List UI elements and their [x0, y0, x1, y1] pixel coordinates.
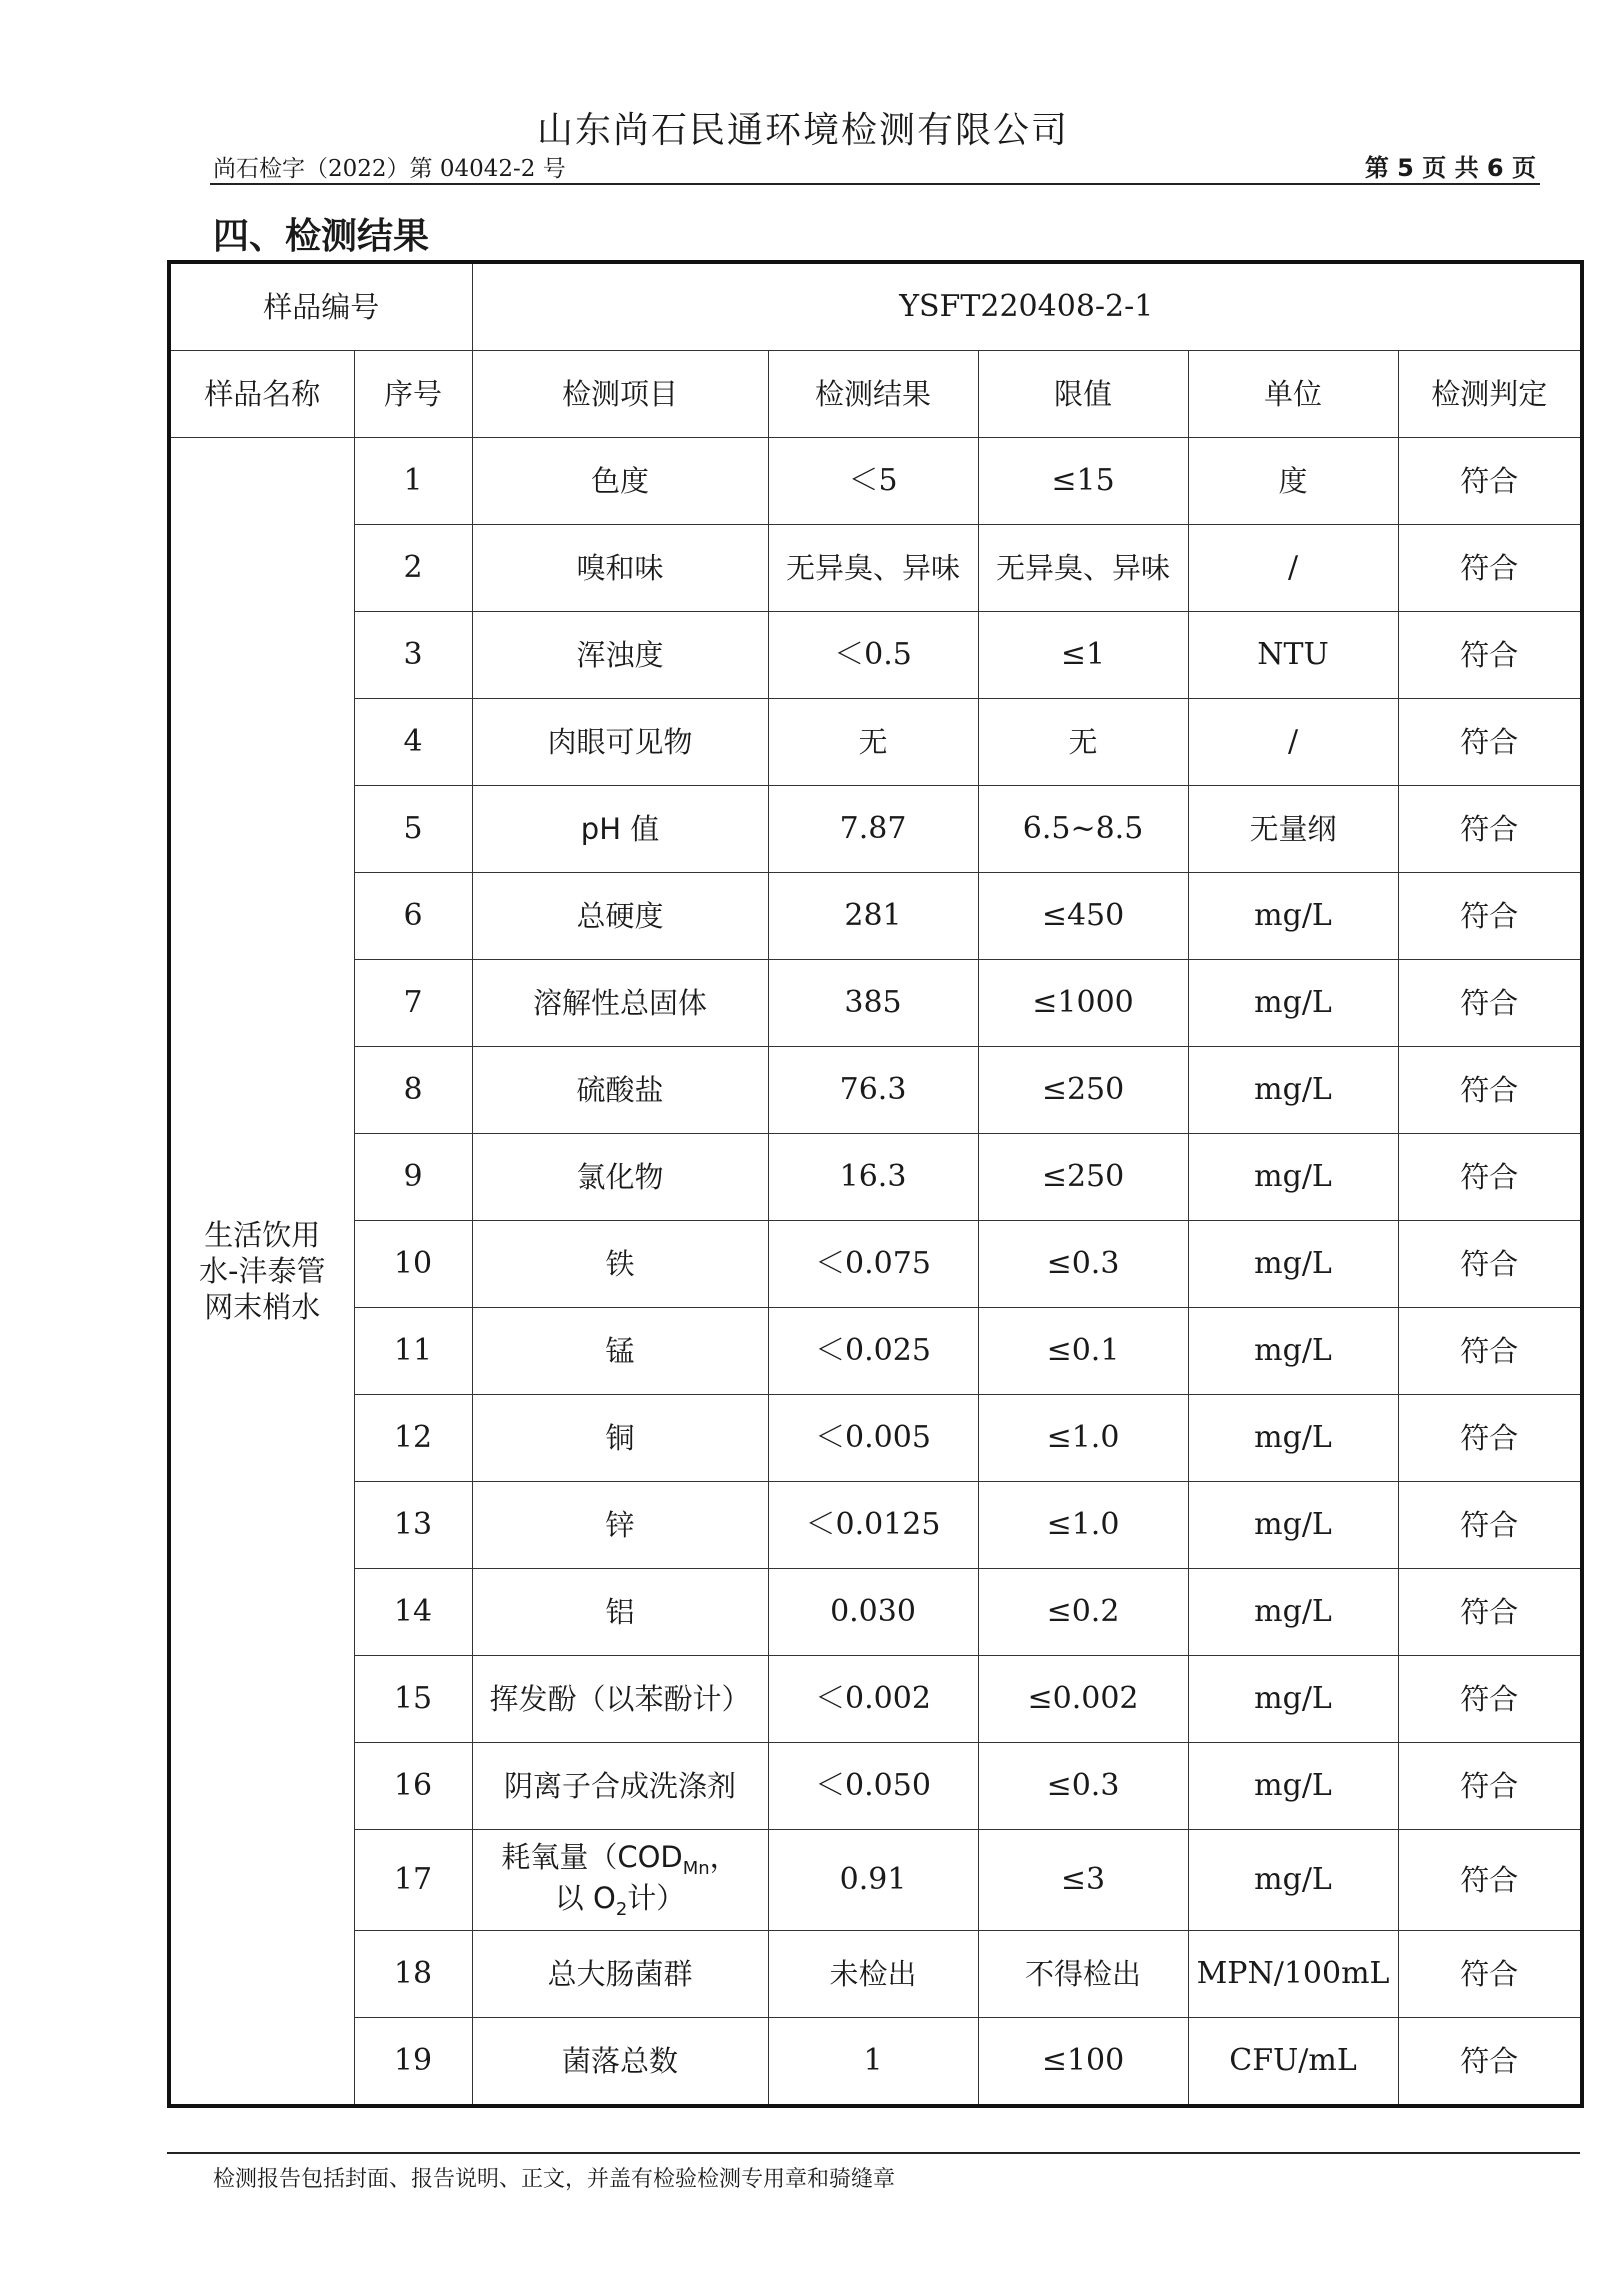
row-unit: mg/L	[1188, 1743, 1398, 1830]
table-row	[169, 1395, 1582, 1482]
row-unit: mg/L	[1188, 1047, 1398, 1134]
row-unit: /	[1188, 525, 1398, 612]
row-result: 无	[768, 699, 978, 786]
sample-number-value: YSFT220408-2-1	[472, 262, 1582, 351]
row-seq: 1	[354, 438, 472, 525]
header-item: 检测项目	[472, 351, 768, 438]
item-subscript: Mn	[682, 1857, 710, 1879]
table-row	[169, 2018, 1582, 2107]
table-row	[169, 699, 1582, 786]
sample-name-line: 水-沣泰管	[199, 1253, 326, 1288]
row-seq: 14	[354, 1569, 472, 1656]
table-row	[169, 960, 1582, 1047]
row-result: 1	[768, 2018, 978, 2107]
row-unit: MPN/100mL	[1188, 1931, 1398, 2018]
row-limit: ≤0.3	[978, 1743, 1188, 1830]
row-result: ＜0.075	[768, 1221, 978, 1308]
footer-rule	[167, 2152, 1580, 2154]
row-verdict: 符合	[1398, 438, 1582, 525]
row-seq: 11	[354, 1308, 472, 1395]
row-item: 铁	[472, 1221, 768, 1308]
row-unit: mg/L	[1188, 873, 1398, 960]
sample-number-label: 样品编号	[169, 262, 472, 351]
row-item: 菌落总数	[472, 2018, 768, 2107]
row-verdict: 符合	[1398, 1656, 1582, 1743]
row-limit: ≤0.1	[978, 1308, 1188, 1395]
table-row	[169, 1308, 1582, 1395]
row-seq: 13	[354, 1482, 472, 1569]
row-unit: 无量纲	[1188, 786, 1398, 873]
row-seq: 9	[354, 1134, 472, 1221]
row-result: 7.87	[768, 786, 978, 873]
row-unit: mg/L	[1188, 1395, 1398, 1482]
row-result: ＜0.050	[768, 1743, 978, 1830]
row-seq: 18	[354, 1931, 472, 2018]
row-verdict: 符合	[1398, 1931, 1582, 2018]
row-result: ＜0.025	[768, 1308, 978, 1395]
row-unit: mg/L	[1188, 1830, 1398, 1931]
row-seq: 5	[354, 786, 472, 873]
row-seq: 3	[354, 612, 472, 699]
row-limit: ≤1.0	[978, 1395, 1188, 1482]
item-text: ，	[709, 1839, 739, 1874]
row-item: 挥发酚（以苯酚计）	[472, 1656, 768, 1743]
row-seq: 8	[354, 1047, 472, 1134]
row-verdict: 符合	[1398, 873, 1582, 960]
row-item: 色度	[472, 438, 768, 525]
row-result: 385	[768, 960, 978, 1047]
results-table	[167, 260, 1584, 2108]
row-verdict: 符合	[1398, 1395, 1582, 1482]
table-row	[169, 1931, 1582, 2018]
row-item: 浑浊度	[472, 612, 768, 699]
row-result: 16.3	[768, 1134, 978, 1221]
row-verdict: 符合	[1398, 612, 1582, 699]
header-limit: 限值	[978, 351, 1188, 438]
row-verdict: 符合	[1398, 786, 1582, 873]
row-item: 氯化物	[472, 1134, 768, 1221]
row-verdict: 符合	[1398, 1743, 1582, 1830]
header-row	[169, 351, 1582, 438]
row-limit: ≤1	[978, 612, 1188, 699]
item-subscript: 2	[615, 1898, 628, 1920]
report-number: 尚石检字（2022）第 04042-2 号	[213, 156, 566, 182]
item-text: 耗氧量（COD	[501, 1839, 683, 1874]
row-unit: mg/L	[1188, 1134, 1398, 1221]
row-seq: 17	[354, 1830, 472, 1931]
row-item: 肉眼可见物	[472, 699, 768, 786]
row-seq: 15	[354, 1656, 472, 1743]
row-verdict: 符合	[1398, 1308, 1582, 1395]
row-seq: 10	[354, 1221, 472, 1308]
row-unit: mg/L	[1188, 1221, 1398, 1308]
row-verdict: 符合	[1398, 1221, 1582, 1308]
row-unit: mg/L	[1188, 960, 1398, 1047]
row-item: 阴离子合成洗涤剂	[472, 1743, 768, 1830]
row-item: 锌	[472, 1482, 768, 1569]
sample-name-cell	[169, 438, 354, 2107]
table-row	[169, 1482, 1582, 1569]
table-row	[169, 1743, 1582, 1830]
row-seq: 2	[354, 525, 472, 612]
row-result: 未检出	[768, 1931, 978, 2018]
row-result: 76.3	[768, 1047, 978, 1134]
row-item: 硫酸盐	[472, 1047, 768, 1134]
table-row	[169, 438, 1582, 525]
row-seq: 6	[354, 873, 472, 960]
row-result: 281	[768, 873, 978, 960]
header-result: 检测结果	[768, 351, 978, 438]
row-result: 0.030	[768, 1569, 978, 1656]
sample-number-row	[169, 262, 1582, 351]
row-verdict: 符合	[1398, 960, 1582, 1047]
header-sample-name: 样品名称	[169, 351, 354, 438]
footer-note: 检测报告包括封面、报告说明、正文，并盖有检验检测专用章和骑缝章	[213, 2167, 896, 2192]
row-result: ＜5	[768, 438, 978, 525]
row-limit: ≤250	[978, 1134, 1188, 1221]
row-result: ＜0.5	[768, 612, 978, 699]
row-limit: 无	[978, 699, 1188, 786]
row-result: 无异臭、异味	[768, 525, 978, 612]
row-unit: 度	[1188, 438, 1398, 525]
sample-name-line: 网末梢水	[204, 1290, 321, 1325]
row-result: ＜0.002	[768, 1656, 978, 1743]
row-item	[472, 1830, 768, 1931]
row-verdict: 符合	[1398, 699, 1582, 786]
table-row	[169, 1134, 1582, 1221]
row-item: 铜	[472, 1395, 768, 1482]
row-limit: 6.5~8.5	[978, 786, 1188, 873]
row-seq: 12	[354, 1395, 472, 1482]
row-seq: 4	[354, 699, 472, 786]
table-row	[169, 1047, 1582, 1134]
header-unit: 单位	[1188, 351, 1398, 438]
row-verdict: 符合	[1398, 525, 1582, 612]
row-unit: mg/L	[1188, 1656, 1398, 1743]
header-rule	[210, 183, 1540, 185]
row-seq: 19	[354, 2018, 472, 2107]
row-limit: 无异臭、异味	[978, 525, 1188, 612]
header-verdict: 检测判定	[1398, 351, 1582, 438]
row-item: 总硬度	[472, 873, 768, 960]
sample-name-line: 生活饮用	[204, 1217, 321, 1252]
table-row	[169, 786, 1582, 873]
item-text: 计）	[627, 1881, 686, 1915]
row-unit: mg/L	[1188, 1308, 1398, 1395]
row-limit: ≤3	[978, 1830, 1188, 1931]
row-verdict: 符合	[1398, 1830, 1582, 1931]
table-row	[169, 1656, 1582, 1743]
table-row	[169, 1830, 1582, 1931]
table-row	[169, 612, 1582, 699]
row-item: 溶解性总固体	[472, 960, 768, 1047]
row-limit: ≤0.3	[978, 1221, 1188, 1308]
row-unit: mg/L	[1188, 1482, 1398, 1569]
section-title: 四、检测结果	[213, 216, 430, 257]
row-limit: ≤0.2	[978, 1569, 1188, 1656]
row-verdict: 符合	[1398, 1134, 1582, 1221]
row-result: ＜0.0125	[768, 1482, 978, 1569]
row-limit: ≤1.0	[978, 1482, 1188, 1569]
row-unit: CFU/mL	[1188, 2018, 1398, 2107]
header-seq: 序号	[354, 351, 472, 438]
row-unit: NTU	[1188, 612, 1398, 699]
row-item: 嗅和味	[472, 525, 768, 612]
row-limit: 不得检出	[978, 1931, 1188, 2018]
row-result: 0.91	[768, 1830, 978, 1931]
row-unit: /	[1188, 699, 1398, 786]
row-result: ＜0.005	[768, 1395, 978, 1482]
row-limit: ≤250	[978, 1047, 1188, 1134]
row-verdict: 符合	[1398, 2018, 1582, 2107]
row-limit: ≤100	[978, 2018, 1188, 2107]
row-verdict: 符合	[1398, 1047, 1582, 1134]
row-item: 铝	[472, 1569, 768, 1656]
row-verdict: 符合	[1398, 1482, 1582, 1569]
row-limit: ≤450	[978, 873, 1188, 960]
table-row	[169, 1221, 1582, 1308]
row-item: pH 值	[472, 786, 768, 873]
row-unit: mg/L	[1188, 1569, 1398, 1656]
row-item: 锰	[472, 1308, 768, 1395]
row-verdict: 符合	[1398, 1569, 1582, 1656]
page-number: 第 5 页 共 6 页	[1364, 154, 1536, 182]
row-limit: ≤0.002	[978, 1656, 1188, 1743]
table-row	[169, 1569, 1582, 1656]
row-limit: ≤1000	[978, 960, 1188, 1047]
table-row	[169, 525, 1582, 612]
company-name: 山东尚石民通环境检测有限公司	[536, 110, 1069, 151]
row-seq: 7	[354, 960, 472, 1047]
table-row	[169, 873, 1582, 960]
item-text: 以 O	[554, 1881, 616, 1915]
row-item: 总大肠菌群	[472, 1931, 768, 2018]
row-seq: 16	[354, 1743, 472, 1830]
row-limit: ≤15	[978, 438, 1188, 525]
